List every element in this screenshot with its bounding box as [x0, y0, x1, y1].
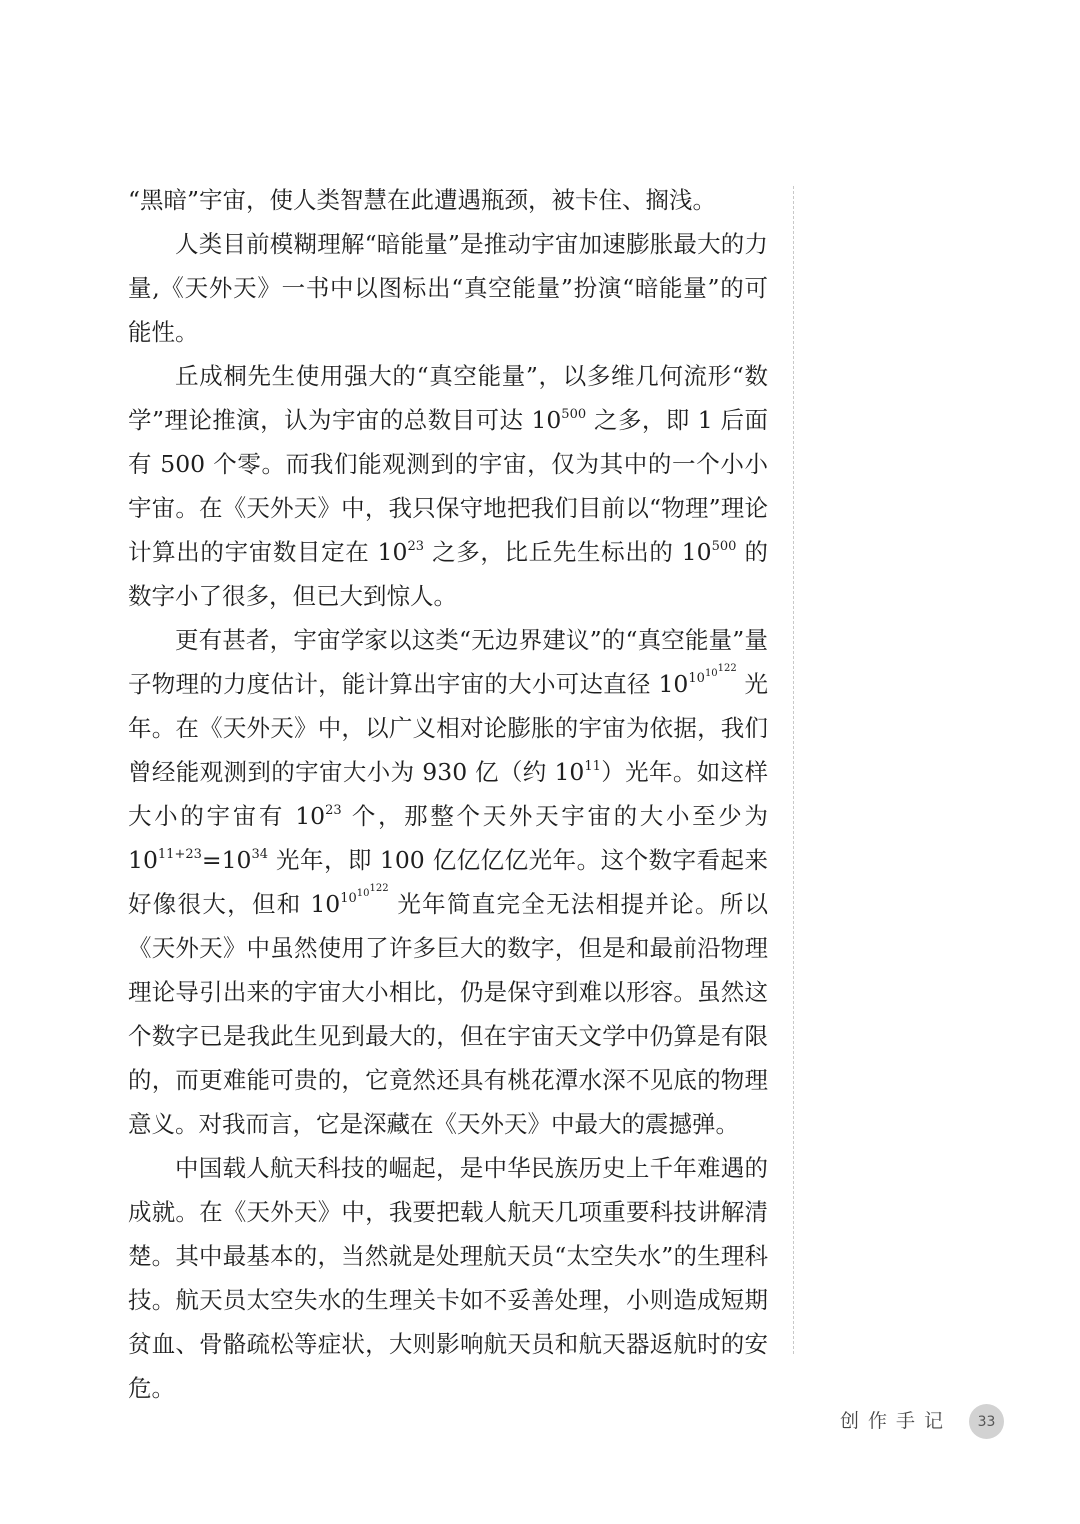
text-run: 更有甚者，宇宙学家以这类“无边界建议”的“真空能量”量子物理的力度估计，能计算出宇宙的大小可达直径 10 [128, 626, 768, 698]
margin-divider [793, 186, 794, 1354]
paragraph [128, 1146, 768, 1410]
superscript: 1010122 [688, 662, 737, 687]
section-label: 创作手记 [840, 1410, 953, 1432]
superscript-nested: 10122 [704, 662, 737, 679]
body-text [128, 178, 768, 1410]
paragraph [128, 354, 768, 618]
text-run: 个，那整个天外天宇宙的大小至少为 10 [128, 802, 768, 874]
paragraph [128, 618, 768, 1146]
text-run: 的数字小了很多，但已大到惊人。 [128, 538, 769, 610]
text-run: 光年，即 100 亿亿亿亿光年。这个数字看起来好像很大，但和 10 [128, 846, 768, 918]
paragraph [128, 178, 768, 222]
text-run: 人类目前模糊理解“暗能量”是推动宇宙加速膨胀最大的力量,《天外天》一书中以图标出“真空能量”扮演“暗能量”的可能性。 [128, 230, 768, 346]
superscript: 23 [407, 539, 424, 555]
superscript-nested: 122 [369, 882, 389, 894]
superscript: 500 [561, 407, 587, 423]
text-run: “黑暗”宇宙，使人类智慧在此遭遇瓶颈，被卡住、搁浅。 [128, 186, 717, 214]
paragraph [128, 222, 768, 354]
superscript: 500 [711, 539, 737, 555]
superscript: 34 [251, 847, 269, 863]
text-run: 光年简直完全无法相提并论。所以《天外天》中虽然使用了许多巨大的数字，但是和最前沿物理理论导引出来的宇宙大小相比，仍是保守到难以形容。虽然这个数字已是我此生见到最大的，但在宇宙天文学中仍算是有限的，而更难能可贵的，它竟然还具有桃花潭水深不见底的物理意义。对我而言，它是深藏在《天外天》中最大的震撼弹。 [128, 890, 768, 1138]
superscript: 23 [325, 803, 342, 819]
text-run: 中国载人航天科技的崛起，是中华民族历史上千年难遇的成就。在《天外天》中，我要把载人航天几项重要科技讲解清楚。其中最基本的，当然就是处理航天员“太空失水”的生理科技。航天员太空失水的生理关卡如不妥善处理，小则造成短期贫血、骨骼疏松等症状，大则影响航天员和航天器返航时的安危。 [128, 1154, 768, 1402]
text-run: 丘成桐先生使用强大的“真空能量”，以多维几何流形“数学”理论推演，认为宇宙的总数目可达 10 [128, 362, 768, 434]
text-run: 光年。在《天外天》中，以广义相对论膨胀的宇宙为依据，我们曾经能观测到的宇宙大小为 930 亿（约 10 [128, 670, 768, 786]
superscript-nested: 122 [717, 662, 737, 674]
text-run: ）光年。如这样大小的宇宙有 10 [128, 758, 769, 830]
superscript: 11 [584, 759, 601, 775]
superscript-nested: 10122 [356, 882, 389, 899]
text-run: 之多，即 1 后面有 500 个零。而我们能观测到的宇宙，仅为其中的一个小小宇宙。在《天外天》中，我只保守地把我们目前以“物理”理论计算出的宇宙数目定在 10 [128, 406, 768, 566]
page-number: 33 [969, 1404, 1004, 1439]
superscript: 11+23 [157, 847, 202, 863]
text-run: 之多，比丘先生标出的 10 [424, 538, 712, 566]
superscript: 1010122 [340, 882, 389, 907]
text-run: =10 [201, 846, 252, 874]
